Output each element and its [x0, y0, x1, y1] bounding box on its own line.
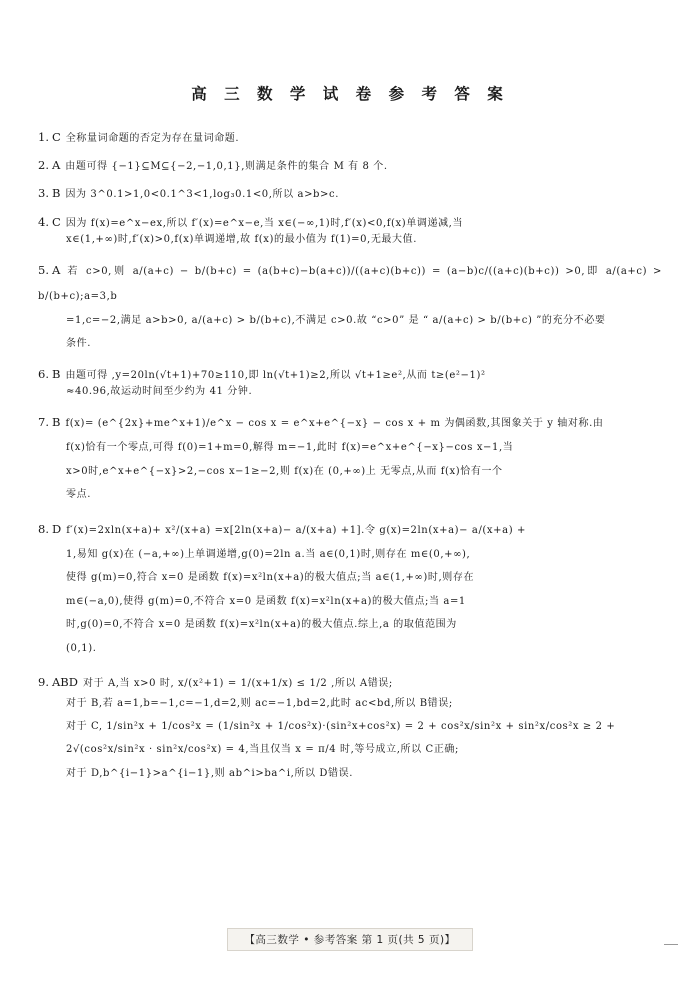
answer-item-8 — [38, 516, 662, 661]
answer-number: 6. — [38, 366, 49, 381]
answer-explanation-line: 对于 A,当 x>0 时, x/(x²+1) = 1/(x+1/x) ≤ 1/2 ,所以 A错误; — [82, 678, 393, 690]
answer-explanation-line: ≈40.96,故运动时间至少约为 41 分钟. — [66, 385, 253, 397]
answer-explanation-line: 1,易知 g(x)在 (−a,+∞)上单调递增,g(0)=2ln a.当 a∈(0,1)时,则存在 m∈(0,+∞), — [66, 548, 471, 560]
answer-number: 9. — [38, 675, 49, 690]
answer-number: 5. — [38, 262, 49, 277]
answer-item-6 — [38, 365, 662, 400]
answer-key: A — [51, 262, 61, 277]
answer-explanation-line: 对于 D,b^{i−1}>a^{i−1},则 ab^i>ba^i,所以 D错误. — [66, 767, 354, 779]
answer-explanation-line: 条件. — [66, 338, 91, 350]
answer-explanation-line: 若 c>0,则 a/(a+c) − b/(b+c) = (a(b+c)−b(a+c))/((a+c)(b+c)) = (a−b)c/((a+c)(b+c)) >0,即 a/(a+c) > b/(b+c);a=3,b — [38, 265, 662, 302]
page-footer — [0, 928, 700, 951]
answer-explanation-line: 对于 C, 1/sin²x + 1/cos²x = (1/sin²x + 1/cos²x)·(sin²x+cos²x) = 2 + cos²x/sin²x + sin²x/cos²x ≥ 2 + — [66, 721, 616, 733]
answer-explanation-line: x∈(1,+∞)时,f′(x)>0,f(x)单调递增,故 f(x)的最小值为 f(1)=0,无最大值. — [66, 233, 417, 245]
answer-explanation-line: 由题可得 {−1}⊆M⊆{−2,−1,0,1},则满足条件的集合 M 有 8 个. — [65, 161, 388, 173]
answer-item-5 — [38, 257, 662, 356]
answer-key: B — [51, 186, 61, 201]
answer-item-9 — [38, 669, 662, 782]
answer-explanation-line: 时,g(0)=0,不符合 x=0 是函数 f(x)=x²ln(x+a)的极大值点.综上,a 的取值范围为 — [66, 619, 457, 631]
answer-explanation-line: m∈(−a,0),使得 g(m)=0,不符合 x=0 是函数 f(x)=x²ln(x+a)的极大值点;当 a=1 — [66, 595, 466, 607]
answer-explanation-line: 因为 f(x)=e^x−ex,所以 f′(x)=e^x−e,当 x∈(−∞,1)时,f′(x)<0,f(x)单调递减,当 — [65, 217, 464, 229]
answer-explanation-line: x>0时,e^x+e^{−x}>2,−cos x−1≥−2,则 f(x)在 (0,+∞)上 无零点,从而 f(x)恰有一个 — [66, 465, 503, 477]
answer-key: B — [51, 366, 61, 381]
answer-number: 3. — [38, 186, 49, 201]
answer-item-3 — [38, 184, 662, 203]
answer-key: B — [51, 415, 61, 429]
answer-explanation-line: 全称量词命题的否定为存在量词命题. — [65, 133, 240, 144]
footer-label: 【高三数学 • 参考答案 第 1 页(共 5 页)】 — [227, 928, 472, 951]
answer-explanation-line: f′(x)=2xln(x+a)+ x²/(x+a) =x[2ln(x+a)− a/(x+a) +1].令 g(x)=2ln(x+a)− a/(x+a) + — [66, 524, 526, 536]
answer-number: 4. — [38, 214, 49, 229]
answer-number: 8. — [38, 521, 49, 536]
answer-explanation-line: 因为 3^0.1>1,0<0.1^3<1,log₃0.1<0,所以 a>b>c. — [65, 189, 340, 201]
answer-key: C — [51, 214, 61, 229]
answer-explanation-line: f(x)恰有一个零点,可得 f(0)=1+m=0,解得 m=−1,此时 f(x)=e^x+e^{−x}−cos x−1,当 — [66, 442, 514, 454]
answer-item-2 — [38, 156, 662, 175]
answer-explanation-line: 对于 B,若 a=1,b=−1,c=−1,d=2,则 ac=−1,bd=2,此时 ac<bd,所以 B错误; — [66, 698, 453, 710]
answer-item-4 — [38, 213, 662, 248]
answer-key: C — [51, 130, 61, 144]
answer-explanation-line: f(x)= (e^{2x}+me^x+1)/e^x − cos x = e^x+e^{−x} − cos x + m 为偶函数,其图象关于 y 轴对称.由 — [65, 418, 604, 429]
answer-number: 7. — [38, 415, 49, 429]
answers-body — [38, 128, 662, 791]
answer-explanation-line: 使得 g(m)=0,符合 x=0 是函数 f(x)=x²ln(x+a)的极大值点;当 a∈(1,+∞)时,则存在 — [66, 572, 475, 584]
answer-item-1 — [38, 128, 662, 147]
corner-mark — [664, 944, 678, 945]
answer-explanation-line: (0,1). — [66, 642, 97, 654]
answer-key: ABD — [51, 675, 78, 690]
answer-key: A — [51, 158, 61, 173]
answer-explanation-line: 2√(cos²x/sin²x · sin²x/cos²x) = 4,当且仅当 x = π/4 时,等号成立,所以 C正确; — [66, 744, 459, 756]
answer-number: 2. — [38, 158, 49, 173]
answer-explanation-line: =1,c=−2,满足 a>b>0, a/(a+c) > b/(b+c),不满足 c>0.故 “c>0” 是 “ a/(a+c) > b/(b+c) ”的充分不必要 — [66, 314, 606, 326]
answer-explanation-line: 零点. — [66, 489, 91, 501]
answer-number: 1. — [38, 130, 49, 144]
answer-explanation-line: 由题可得 ,y=20ln(√t+1)+70≥110,即 ln(√t+1)≥2,所以 √t+1≥e²,从而 t≥(e²−1)² — [65, 369, 486, 381]
answer-item-7 — [38, 409, 662, 507]
page-title: 高 三 数 学 试 卷 参 考 答 案 — [191, 85, 509, 103]
answer-key: D — [51, 521, 62, 536]
